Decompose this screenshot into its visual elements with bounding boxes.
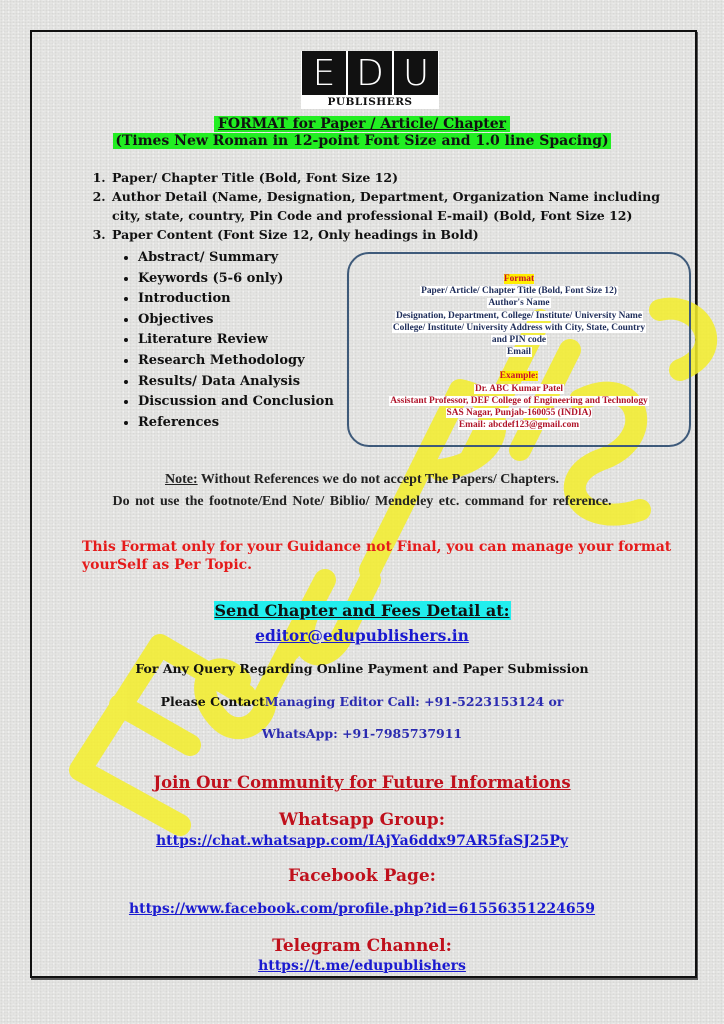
section-item: • Research Methodology [138,351,334,372]
format-line: Paper/ Article/ Chapter Title (Bold, Font Size 12) [421,286,617,297]
format-box-heading: Format [503,274,535,284]
logo-letter: U [394,51,438,95]
rule-item: 2. Author Detail (Name, Designation, Department, Organization Name including city, state, country, Pin Code and professional E-mail) (Bold, Font Size 12) [110,187,690,225]
references-note [0,472,724,488]
community-heading-text: Join Our Community for Future Informations [153,773,571,792]
logo-subtitle: PUBLISHERS [301,95,439,109]
logo-letter: E [302,51,346,95]
section-item: • Results/ Data Analysis [138,372,334,393]
editor-email-row [0,626,724,645]
format-rules-list [90,168,690,244]
community-heading [0,773,724,792]
content-sections-list [116,248,334,433]
format-title [0,116,724,132]
telegram-link-row [0,958,724,974]
please-contact-label: Please Contact [160,694,265,709]
send-chapter-heading-text: Send Chapter and Fees Detail at: [214,601,510,620]
example-line: Dr. ABC Kumar Patel [474,383,564,394]
facebook-page-link[interactable]: https://www.facebook.com/profile.php?id=61556351224659 [128,901,596,917]
reference-command-note: Do not use the footnote/End Note/ Biblio/ Mendeley etc. command for reference. [112,494,612,509]
rule-item: 3. Paper Content (Font Size 12, Only headings in Bold) [110,225,690,244]
telegram-channel-heading: Telegram Channel: [272,936,452,956]
whatsapp-link-row [0,833,724,849]
query-line: For Any Query Regarding Online Payment and Paper Submission [135,661,589,676]
format-subtitle-text: (Times New Roman in 12-point Font Size and 1.0 line Spacing) [115,133,609,149]
telegram-channel-link[interactable]: https://t.me/edupublishers [258,958,466,974]
facebook-link-row [0,901,724,917]
example-line: SAS Nagar, Punjab-160055 (INDIA) [446,408,592,419]
guidance-disclaimer: This Format only for your Guidance not Final, you can manage your format yourSelf as Per Topic. [82,539,672,573]
section-item: • Objectives [138,310,334,331]
format-line: and PIN code [491,335,547,346]
section-item: • Introduction [138,289,334,310]
format-line: College/ Institute/ University Address with City, State, Country [392,322,646,333]
format-title-text: FORMAT for Paper / Article/ Chapter [214,116,510,132]
logo-letter: D [348,51,392,95]
whatsapp-group-heading: Whatsapp Group: [279,810,445,830]
contact-line [0,694,724,709]
example-line: Email: abcdef123@gmail.com [458,420,580,431]
note-text: Without References we do not accept The Papers/ Chapters. [197,472,560,487]
example-line: Assistant Professor, DEF College of Engineering and Technology [390,395,648,406]
whatsapp-group-link[interactable]: https://chat.whatsapp.com/IAjYa6ddx97AR5faSJ25Py [155,833,569,849]
format-subtitle [0,133,724,149]
section-item: • Abstract/ Summary [138,248,334,269]
editor-email-link[interactable]: editor@edupublishers.in [255,626,469,645]
facebook-page-heading: Facebook Page: [288,866,436,886]
send-chapter-heading [0,601,724,620]
format-line: Designation, Department, College/ Institute/ University Name [395,310,643,321]
section-item: • Keywords (5-6 only) [138,269,334,290]
edu-publishers-logo [301,51,439,109]
format-line: Email [507,347,531,358]
rule-item: 1. Paper/ Chapter Title (Bold, Font Size 12) [110,168,690,187]
section-item: • Literature Review [138,330,334,351]
format-example-box [347,252,691,447]
note-label: Note: [164,472,198,487]
example-heading: Example: [499,371,539,382]
managing-editor-phone: Managing Editor Call: +91-5223153124 or [264,694,564,709]
format-line: Author's Name [488,298,550,309]
section-item: • References [138,413,334,434]
section-item: • Discussion and Conclusion [138,392,334,413]
whatsapp-number: WhatsApp: +91-7985737911 [261,726,463,741]
